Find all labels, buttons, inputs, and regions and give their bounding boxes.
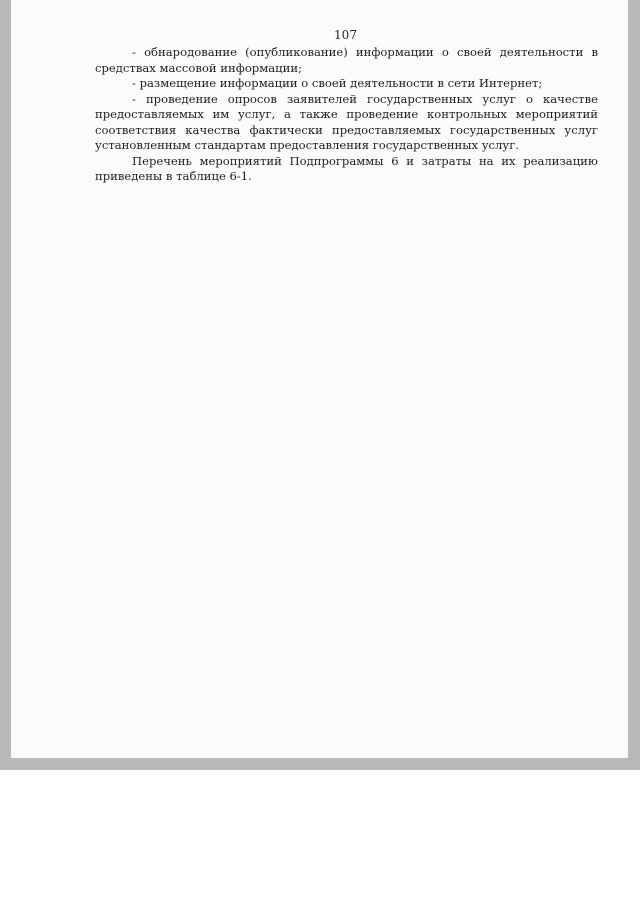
list-item-surveys: - проведение опросов заявителей государственных услуг о качестве предоставляемых им услуг, а также проведение контрольных мероприятий соответствия качества фактически предоставляемых государственных услуг установленным стандартам предоставления государственных услуг. (95, 91, 598, 152)
body-text (95, 45, 598, 185)
paragraph-table-reference: Перечень мероприятий Подпрограммы 6 и затраты на их реализацию приведены в таблице 6-1. (95, 153, 598, 183)
page-number: 107 (334, 28, 357, 42)
list-item-internet: - размещение информации о своей деятельности в сети Интернет; (132, 76, 543, 90)
list-item-publication: - обнародование (опубликование) информации о своей деятельности в средствах массовой информации; (95, 45, 598, 75)
document-page (11, 0, 628, 758)
